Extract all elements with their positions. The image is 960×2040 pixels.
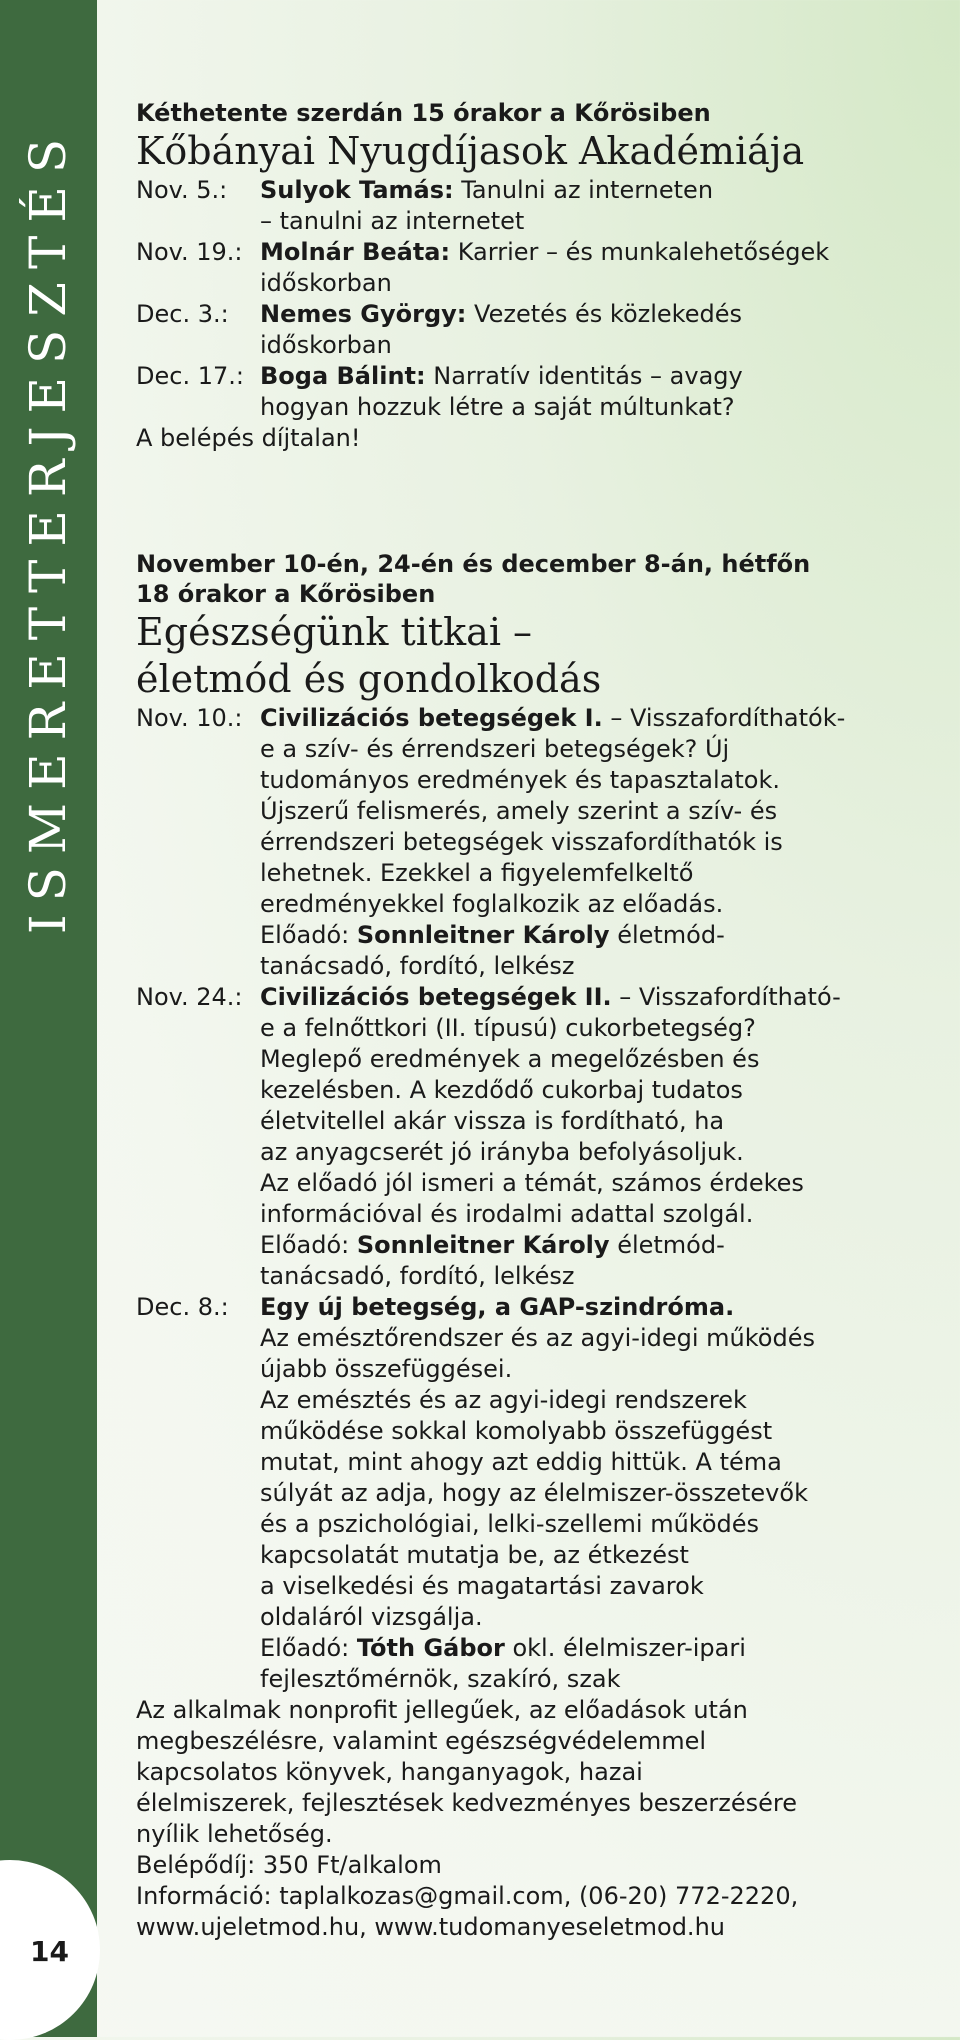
schedule-date: Dec. 17.: xyxy=(136,362,244,390)
schedule-item xyxy=(136,237,936,299)
talk-title-cont: időskorban xyxy=(260,331,392,359)
talk-title: Karrier – és munkalehetőségek xyxy=(450,238,830,266)
lecture-title: Egy új betegség, a GAP-szindróma. xyxy=(260,1293,735,1321)
talk-title-cont: – tanulni az internetet xyxy=(260,207,525,235)
lecture-date: Dec. 8.: xyxy=(136,1293,229,1321)
presenter-name: Tóth Gábor xyxy=(356,1634,505,1662)
schedule-date: Nov. 5.: xyxy=(136,176,228,204)
lecture-title: Civilizációs betegségek I. xyxy=(260,704,603,732)
speaker-name: Boga Bálint: xyxy=(260,362,426,390)
schedule-item xyxy=(136,175,936,237)
talk-title: Tanulni az interneten xyxy=(453,176,714,204)
talk-title-cont: időskorban xyxy=(260,269,392,297)
section1-kicker: Kéthetente szerdán 15 órakor a Kőrösiben xyxy=(136,99,711,127)
main-content xyxy=(136,98,936,1943)
website-links: www.ujeletmod.hu, www.tudomanyeseletmod.hu xyxy=(136,1913,725,1941)
lecture-date: Nov. 10.: xyxy=(136,704,243,732)
talk-title-cont: hogyan hozzuk létre a saját múltunkat? xyxy=(260,393,735,421)
section-academy xyxy=(136,98,936,454)
schedule-date: Nov. 19.: xyxy=(136,238,243,266)
section2-heading: Egészségünk titkai – életmód és gondolkodás xyxy=(136,610,602,701)
contact-info: Információ: taplalkozas@gmail.com, (06-20) 772-2220, xyxy=(136,1882,799,1910)
sidebar-title: ISMERETTERJESZTÉS xyxy=(19,125,77,935)
talk-title: Vezetés és közlekedés xyxy=(466,300,742,328)
lecture-item: Dec. 8.: Egy új betegség, a GAP-szindróma. Az emésztőrendszer és az agyi-idegi működés újabb összefüggései. Az emésztés és az agyi-idegi rendszerek működése sokkal komolyabb összefüggést mutat, mint ahogy azt eddig hittük. A téma súlyát az adja, hogy az élelmiszer-összetevők és a pszichológiai, lelki-szellemi működés kapcsolatát mutatja be, az étkezést a viselkedési és magatartási zavarok oldaláról vizsgálja. Előadó: Tóth Gábor okl. élelmiszer-ipari fejlesztőmérnök, szakíró, szak xyxy=(136,1293,815,1693)
closing-info: Az alkalmak nonprofit jellegűek, az előadások után megbeszélésre, valamint egészségvédelemmel kapcsolatos könyvek, hanganyagok, hazai élelmiszerek, fejlesztések kedvezményes beszerzésére nyílik lehetőség. Belépődíj: 350 Ft/alkalom Információ: taplalkozas@gmail.com, (06-20) 772-2220, www.ujeletmod.hu, www.tudomanyeseletmod.hu xyxy=(136,1696,799,1941)
presenter-name: Sonnleitner Károly xyxy=(356,1231,610,1259)
schedule-date: Dec. 3.: xyxy=(136,300,229,328)
speaker-name: Molnár Beáta: xyxy=(260,238,451,266)
lecture-item: Nov. 24.: Civilizációs betegségek II. – Visszafordítható- e a felnőttkori (II. típusú) cukorbetegség? Meglepő eredmények a megelőzésben és kezelésben. A kezdődő cukorbaj tudatos életvitellel akár vissza is fordítható, ha az anyagcserét jó irányba befolyásoljuk. Az előadó jól ismeri a témát, számos érdekes információval és irodalmi adattal szolgál. Előadó: Sonnleitner Károly életmód- tanácsadó, fordító, lelkész xyxy=(136,983,841,1290)
presenter-line: Előadó: Sonnleitner Károly életmód- xyxy=(260,1231,725,1259)
presenter-name: Sonnleitner Károly xyxy=(356,921,610,949)
presenter-line: Előadó: Tóth Gábor okl. élelmiszer-ipari xyxy=(260,1634,746,1662)
lecture-date: Nov. 24.: xyxy=(136,983,243,1011)
schedule-item xyxy=(136,361,936,423)
lecture-title: Civilizációs betegségek II. xyxy=(260,983,612,1011)
section2-kicker: November 10-én, 24-én és december 8-án, hétfőn 18 órakor a Kőrösiben xyxy=(136,550,811,608)
section1-heading: Kőbányai Nyugdíjasok Akadémiája xyxy=(136,129,805,173)
free-entry-note: A belépés díjtalan! xyxy=(136,424,361,452)
presenter-line: Előadó: Sonnleitner Károly életmód- xyxy=(260,921,725,949)
entry-fee: Belépődíj: 350 Ft/alkalom xyxy=(136,1851,442,1879)
speaker-name: Nemes György: xyxy=(260,300,467,328)
talk-title: Narratív identitás – avagy xyxy=(425,362,743,390)
sidebar xyxy=(0,0,97,2037)
lecture-item: Nov. 10.: Civilizációs betegségek I. – Visszafordíthatók- e a szív- és érrendszeri betegségek? Új tudományos eredmények és tapasztalatok. Újszerű felismerés, amely szerint a szív- és érrendszeri betegségek visszafordíthatók is lehetnek. Ezekkel a figyelemfelkeltő eredményekkel foglalkozik az előadás. Előadó: Sonnleitner Károly életmód- tanácsadó, fordító, lelkész xyxy=(136,704,846,980)
section-health-secrets xyxy=(136,549,936,1943)
schedule-item xyxy=(136,299,936,361)
speaker-name: Sulyok Tamás: xyxy=(260,176,454,204)
page-number: 14 xyxy=(30,1935,69,1968)
